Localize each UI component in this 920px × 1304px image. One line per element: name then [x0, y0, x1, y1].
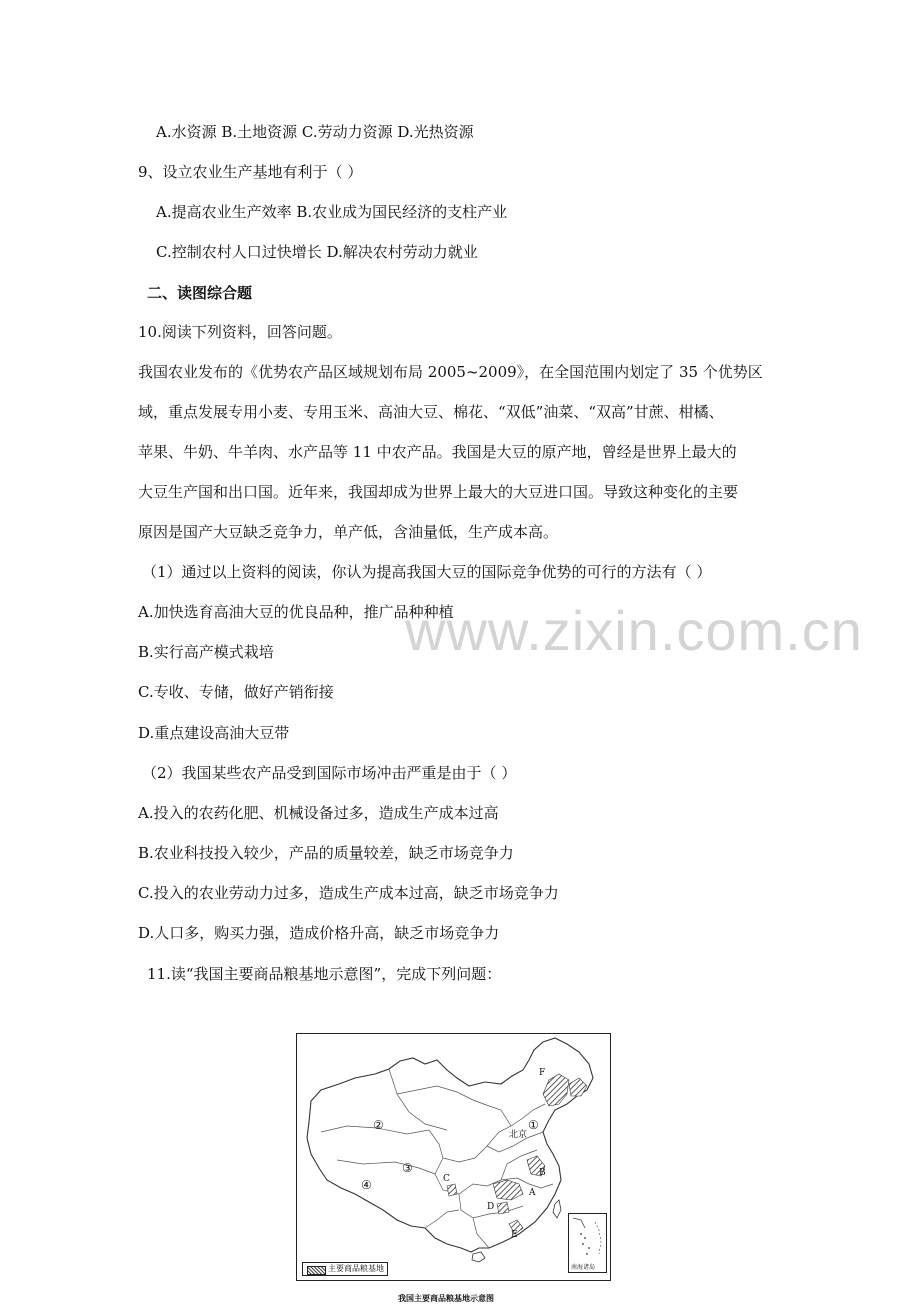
q10-material-line: 苹果、牛奶、牛羊肉、水产品等 11 中农产品。我国是大豆的原产地，曾经是世界上最大的	[138, 443, 737, 461]
legend-label: 主要商品粮基地	[328, 1264, 384, 1273]
map-label-b: B	[539, 1168, 546, 1178]
q10-sub2-option-d: D.人口多，购买力强，造成价格升高，缺乏市场竞争力	[138, 924, 500, 942]
taiwan-island	[553, 1200, 561, 1218]
q10-material-line: 我国农业发布的《优势农产品区域规划布局 2005~2009》，在全国范围内划定了 35 个优势区	[138, 363, 763, 381]
map-label-circle-1: ①	[528, 1118, 539, 1132]
base-c-region	[447, 1184, 457, 1196]
q10-sub1-option-d: D.重点建设高油大豆带	[138, 724, 290, 742]
q8-options: A.水资源 B.土地资源 C.劳动力资源 D.光热资源	[156, 123, 474, 141]
watermark: www.zixin.com.cn	[405, 599, 863, 662]
map-label-beijing: 北京	[509, 1130, 528, 1140]
q10-sub2-stem: （2）我国某些农产品受到国际市场冲击严重是由于（ ）	[142, 764, 517, 782]
hainan-island	[472, 1252, 485, 1262]
q10-material-line: 大豆生产国和出口国。近年来，我国却成为世界上最大的大豆进口国。导致这种变化的主要	[138, 483, 739, 501]
map-legend	[302, 1262, 388, 1276]
map-label-circle-2: ②	[373, 1118, 384, 1132]
map-label-d: D	[487, 1202, 495, 1212]
base-d-region	[497, 1202, 509, 1214]
q10-stem: 10.阅读下列资料，回答问题。	[138, 323, 342, 341]
map-label-a: A	[529, 1188, 536, 1198]
china-map-outline	[297, 1034, 611, 1281]
china-border	[307, 1038, 593, 1252]
q10-sub2-option-b: B.农业科技投入较少，产品的质量较差，缺乏市场竞争力	[138, 844, 514, 862]
map-label-c: C	[443, 1174, 450, 1184]
base-f-region-east	[569, 1078, 587, 1096]
section2-heading: 二、读图综合题	[147, 284, 253, 302]
base-central-region	[493, 1180, 523, 1200]
map-label-e: E	[511, 1230, 518, 1240]
q10-sub1-option-a: A.加快选育高油大豆的优良品种，推广品种种植	[138, 603, 454, 621]
q9-stem: 9、设立农业生产基地有利于（ ）	[138, 163, 363, 181]
q10-material-line: 原因是国产大豆缺乏竞争力，单产低，含油量低，生产成本高。	[138, 523, 559, 541]
grain-base-map	[296, 1033, 611, 1281]
q10-sub2-option-a: A.投入的农药化肥、机械设备过多，造成生产成本过高	[138, 804, 499, 822]
map-label-circle-4: ④	[361, 1178, 372, 1192]
q10-sub1-stem: （1）通过以上资料的阅读，你认为提高我国大豆的国际竞争优势的可行的方法有（ ）	[142, 563, 712, 581]
base-f-region	[543, 1074, 569, 1106]
q10-sub1-option-b: B.实行高产模式栽培	[138, 643, 274, 661]
q11-stem: 11.读“我国主要商品粮基地示意图”，完成下列问题：	[147, 965, 502, 983]
q10-material-line: 域，重点发展专用小麦、专用玉米、高油大豆、棉花、“双低”油菜、“双高”甘蔗、柑橘、	[138, 403, 724, 421]
q9-options-line1: A.提高农业生产效率 B.农业成为国民经济的支柱产业	[156, 203, 508, 221]
map-caption: 我国主要商品粮基地示意图	[398, 1294, 494, 1303]
map-label-circle-3: ③	[402, 1161, 413, 1175]
map-label-f: F	[539, 1068, 546, 1078]
south-china-sea-inset	[568, 1213, 607, 1273]
q9-options-line2: C.控制农村人口过快增长 D.解决农村劳动力就业	[156, 243, 478, 261]
q10-sub1-option-c: C.专收、专储，做好产销衔接	[138, 683, 334, 701]
q10-sub2-option-c: C.投入的农业劳动力过多，造成生产成本过高，缺乏市场竞争力	[138, 884, 559, 902]
hatch-swatch-icon	[307, 1266, 326, 1275]
inset-label: 南海诸岛	[571, 1264, 596, 1271]
